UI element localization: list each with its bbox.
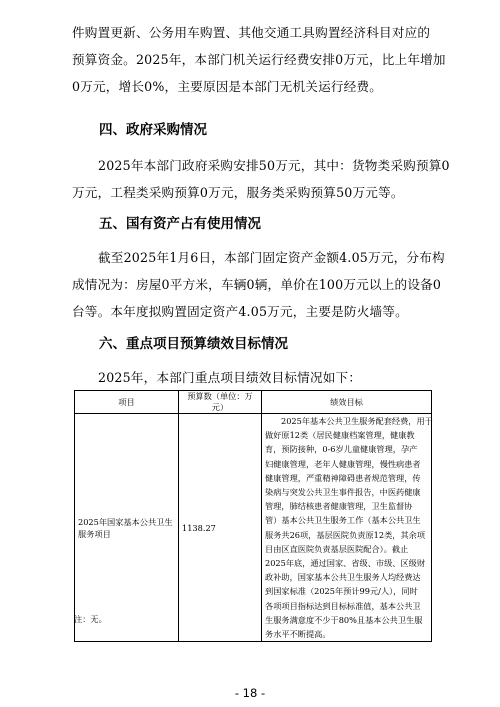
goal-text-line: 健康管理，严重精神障碍患者规范管理，传 bbox=[265, 472, 421, 483]
table-header-row bbox=[75, 391, 432, 414]
heading-state-assets: 五、国有资产占有使用情况 bbox=[99, 216, 261, 232]
header-project: 项目 bbox=[75, 391, 179, 414]
goal-text-line: 目由区直医院负责基层医院配合）。截止 bbox=[265, 543, 409, 554]
goal-text-line: 做好原12类（居民健康档案管理，健康教 bbox=[265, 430, 415, 441]
heading-government-procurement: 四、政府采购情况 bbox=[99, 122, 207, 138]
cell-performance-goal bbox=[262, 414, 432, 642]
text-line: 成情况为：房屋0平方米，车辆0辆，单价在100万元以上的设备0 bbox=[72, 277, 442, 292]
text-line: 万元，工程类采购预算0万元，服务类采购预算50万元等。 bbox=[72, 185, 404, 200]
text-line: 2025年本部门政府采购安排50万元，其中：货物类采购预算0 bbox=[98, 158, 450, 173]
goal-text-line: 政补助，国家基本公共卫生服务人均经费达 bbox=[265, 572, 421, 583]
goal-text-line: 2025年底，通过国家、省级、市级、区级财 bbox=[265, 558, 426, 569]
paragraph-assets bbox=[72, 244, 445, 325]
paragraph-procurement bbox=[72, 152, 450, 206]
cell-project-name: 2025年国家基本公共卫生服务项目 bbox=[75, 414, 179, 642]
goal-text-line: 服务共26项，基层医院负责原12类，其余项 bbox=[265, 529, 426, 540]
text-line: 件购置更新、公务用车购置、其他交通工具购置经济科目对应的 bbox=[72, 25, 431, 40]
cell-budget-amount: 1138.27 bbox=[179, 414, 262, 642]
paragraph-operating-expenses bbox=[72, 19, 446, 100]
header-goal: 绩效目标 bbox=[262, 391, 432, 414]
table-note: 注：无。 bbox=[74, 614, 107, 624]
page-number: - 18 - bbox=[234, 686, 266, 700]
heading-performance-goals: 六、重点项目预算绩效目标情况 bbox=[99, 336, 288, 352]
text-line: 台等。本年度拟购置固定资产4.05万元，主要是防火墙等。 bbox=[72, 304, 408, 319]
goal-text-line: 2025年基本公共卫生服务配套经费，用于 bbox=[281, 416, 433, 426]
goal-text-line: 各项项目指标达到目标标准值，基本公共卫 bbox=[265, 600, 421, 611]
goal-text-line: 染病与突发公共卫生事件报告，中医药健康 bbox=[265, 487, 421, 498]
goal-text-line: 育，预防接种，0-6岁儿童健康管理，孕产 bbox=[265, 444, 418, 455]
text-line: 0万元，增长0%，主要原因是本部门无机关运行经费。 bbox=[72, 79, 383, 94]
goal-text-line: 务水平不断提高。 bbox=[265, 629, 331, 640]
text-line: 预算资金。2025年，本部门机关运行经费安排0万元，比上年增加 bbox=[72, 52, 446, 67]
paragraph-performance-intro bbox=[72, 364, 430, 391]
text-line: 2025年，本部门重点项目绩效目标情况如下： bbox=[98, 370, 362, 385]
table-row bbox=[75, 414, 432, 642]
goal-text-line: 生服务满意度不少于80%且基本公共卫生服 bbox=[265, 614, 423, 625]
goal-text-line: 管理，肺结核患者健康管理，卫生监督协 bbox=[265, 501, 413, 512]
goal-text-line: 到国家标准（2025年预计99元/人），同时 bbox=[265, 586, 418, 597]
goal-text bbox=[265, 414, 433, 641]
text-line: 截至2025年1月6日，本部门固定资产金额4.05万元，分布构 bbox=[98, 250, 445, 265]
goal-text-line: 管）基本公共卫生服务工作（基本公共卫生 bbox=[265, 515, 421, 526]
performance-goals-table bbox=[74, 390, 432, 642]
goal-text-line: 妇健康管理，老年人健康管理，慢性病患者 bbox=[265, 458, 421, 469]
header-budget: 预算数（单位：万元） bbox=[179, 391, 262, 414]
